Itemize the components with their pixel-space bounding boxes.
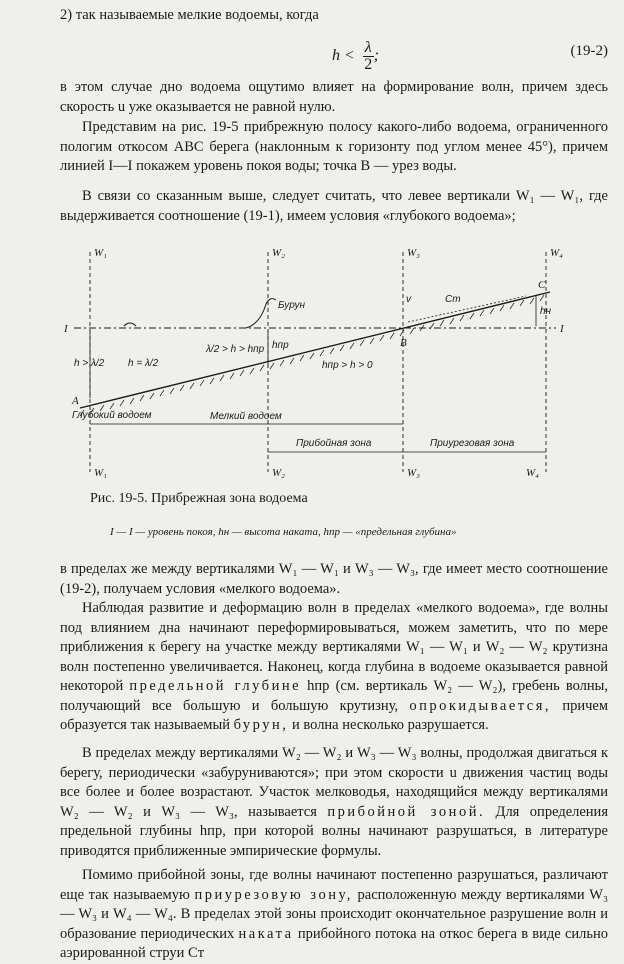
h-gt-label: h > λ/2 — [74, 358, 105, 369]
paragraph-1: в этом случае дно водоема ощутимо влияет на формирование волн, причем здесь скорость u уже оказывается не равной нулю. — [60, 79, 608, 115]
p5-spaced-2: опрокидывается, — [409, 697, 552, 714]
formula-19-2 — [60, 32, 608, 72]
p5-text-c: причем образуется так называемый — [60, 697, 609, 733]
intro-line: 2) так называемые мелкие водоемы, когда — [60, 7, 319, 23]
paragraph-3: В связи со сказанным выше, следует считать, что левее вертикали W₁ — W₁, где выдерживается соотношение (19-1), имеем условия «глубокого водоема»; — [60, 188, 608, 224]
paragraph-4: в пределах же между вертикалями W₁ — W₁ и W₃ — W₃, где имеет место соотношение (19-2), получаем условия «мелкого водоема». — [60, 561, 608, 597]
paragraph-2: Представим на рис. 19-5 прибрежную полосу какого-либо водоема, ограниченного пологим откосом ABC берега (наклонным к горизонту под углом менее 45°), причем линией I—I покажем уровень покоя воды; точка B — урез воды. — [60, 119, 608, 174]
v-label: v — [406, 294, 411, 305]
p7-text-b: расположенную между вертикалями W₃ — W₃ и W₄ — W₄. В пределах этой зоны происходит окончательное разрушение волн и образование периодических — [60, 886, 609, 942]
formula-fraction — [363, 40, 374, 73]
p6-text-a: В пределах между вертикалями W₂ — W₂ и W₃ — W₃ волны, продолжая двигаться к берегу, периодически «забуруниваются»; при этом скорости u движения частиц воды все более и более возрастают. Участок мелководья, находящийся между вертикалями W₂ — W₂ и W₃ — W₃, называется — [60, 745, 608, 820]
paragraph-6 — [60, 744, 608, 861]
h-eq-label: h = λ/2 — [128, 358, 159, 369]
label-w3-bottom: W₃ — [407, 467, 420, 479]
label-w2-top: W₂ — [272, 247, 285, 259]
label-w2-bottom: W₂ — [272, 467, 285, 479]
p5-text-a: Наблюдая развитие и деформацию волн в пределах «мелкого водоема», где волны под влиянием дна начинают переформировываться, можем заметить, что по мере приближения к берегу на участке между вертикалями W₁ — W₁ и W₂ — W₂ крутизна волн постепенно увеличивается. Наконец, когда глубина в водоеме оказывается равной некоторой — [60, 600, 608, 694]
shore-zone-label: Приурезовая зона — [430, 438, 515, 449]
label-w4-bottom: W₄ — [526, 467, 539, 479]
paragraph-5 — [60, 599, 608, 736]
formula-number: (19-2) — [570, 43, 608, 59]
formula-lhs: h < — [332, 47, 355, 65]
figure-caption: Рис. 19-5. Прибрежная зона водоема — [90, 491, 308, 506]
paragraph-7 — [60, 866, 608, 964]
shallow-label: Мелкий водоем — [210, 411, 282, 422]
figure-coastal-zone — [60, 238, 570, 482]
shore-slope-line — [80, 292, 550, 408]
figure-caption-sub: I — I — уровень покоя, hн — высота наката, hпр — «предельная глубина» — [110, 526, 457, 538]
formula-expression — [332, 40, 379, 73]
formula-numerator: λ — [364, 39, 372, 56]
label-w3-top: W₃ — [407, 247, 420, 259]
label-i-left: I — [64, 323, 68, 335]
label-i-right: I — [560, 323, 564, 335]
p5-spaced-1: предельной глубине — [129, 678, 302, 694]
h-between-label: λ/2 > h > hпр — [206, 344, 265, 355]
uprush-stream — [408, 296, 526, 322]
hn-label: hн — [540, 306, 552, 317]
formula-denominator: 2 — [364, 56, 373, 73]
label-w1-top: W₁ — [94, 247, 107, 259]
label-w4-top: W₄ — [550, 247, 563, 259]
p7-spaced-1: приурезовую зону, — [194, 886, 353, 903]
ground-hatching — [80, 295, 544, 416]
p7-text-a: Помимо прибойной зоны, где волны начинают постепенно разрушаться, различают еще так называемую — [60, 867, 608, 903]
wave-crest-profile — [124, 299, 276, 328]
point-b-label: B — [400, 337, 407, 349]
h-pos-label: hпр > h > 0 — [322, 360, 373, 371]
formula-tail: ; — [373, 47, 380, 65]
p6-spaced: прибойной зоной. — [327, 803, 486, 820]
point-a-label: A — [72, 395, 79, 407]
p5-spaced-3: бурун, — [233, 717, 289, 733]
surf-zone-label: Прибойная зона — [296, 438, 372, 449]
p6-text-b: Для определения предельной глубины hпр, при которой волны начинают разрушаться, в литературе приводятся приближенные эмпирические формулы. — [60, 803, 608, 859]
ct-label: Cт — [445, 294, 461, 305]
p7-text-c: прибойного потока на откос берега в виде сильно аэрированной струи Cт — [60, 925, 609, 961]
point-c-label: C — [538, 279, 546, 291]
p5-text-d: и волна несколько разрушается. — [292, 717, 489, 733]
p7-spaced-2: наката — [238, 925, 294, 942]
deep-label: Глубокий водоем — [72, 410, 152, 421]
label-w1-bottom: W₁ — [94, 467, 107, 479]
p5-text-b: hпр (см. вертикаль W₂ — W₂), гребень волны, получающий все большую и большую крутизну, — [60, 678, 609, 714]
burun-label: Бурун — [278, 300, 306, 311]
h-pr-label: hпр — [272, 340, 289, 351]
